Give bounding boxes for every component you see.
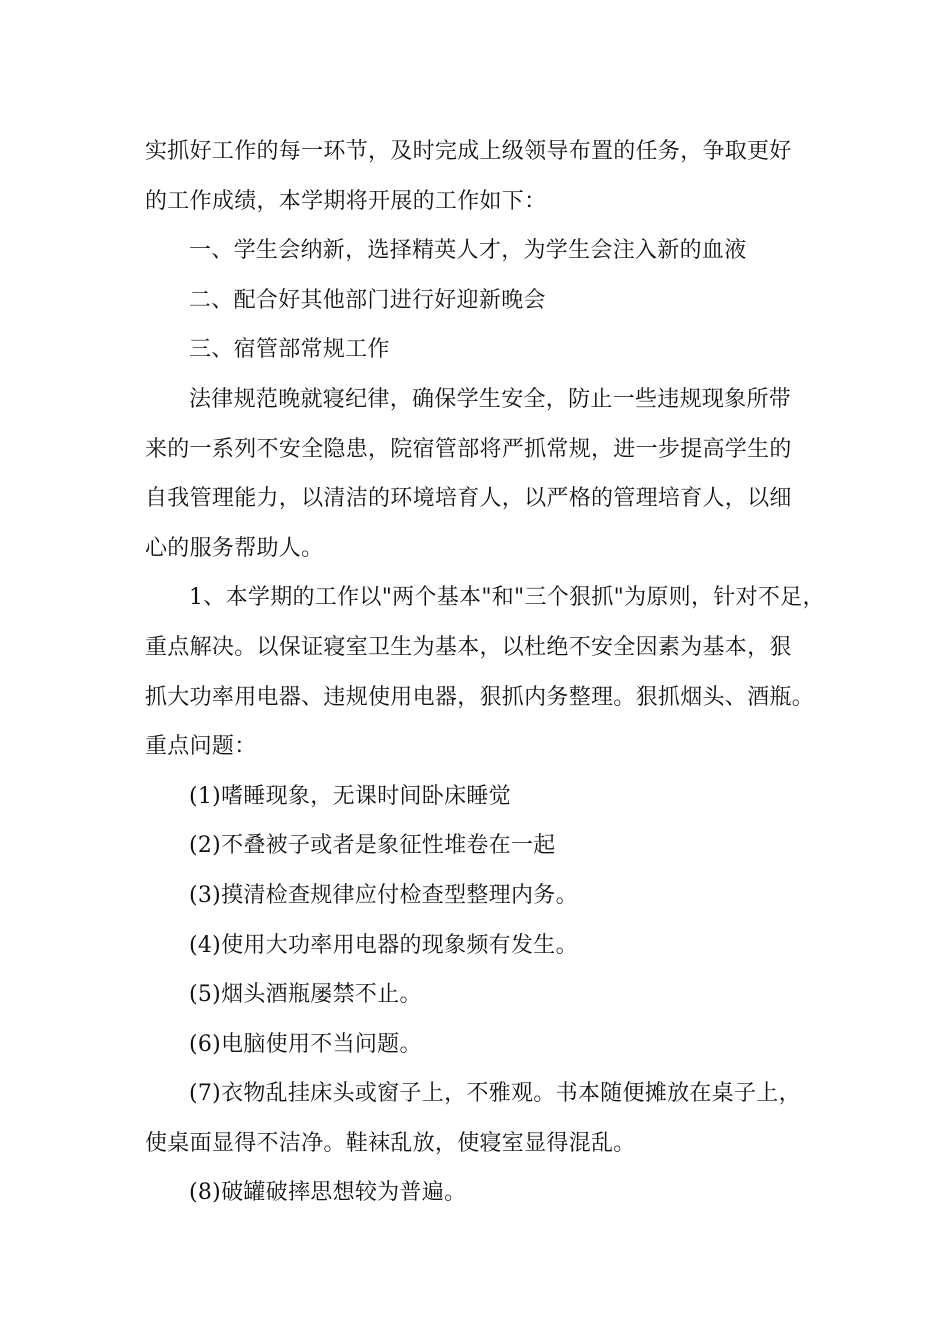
list-item-1: 一、学生会纳新，选择精英人才，为学生会注入新的血液 xyxy=(189,238,747,264)
problem-item-3: (3)摸清检查规律应付检查型整理内务。 xyxy=(189,882,578,908)
paragraph-line: 自我管理能力，以清洁的环境培育人，以严格的管理培育人，以细 xyxy=(145,486,792,512)
paragraph-line: 心的服务帮助人。 xyxy=(145,535,324,561)
text-line-1: 实抓好工作的每一环节，及时完成上级领导布置的任务，争取更好 xyxy=(145,139,792,164)
text-line-2: 的工作成绩，本学期将开展的工作如下： xyxy=(145,188,547,214)
list-item-3: 三、宿管部常规工作 xyxy=(189,337,390,363)
paragraph-line: 重点问题： xyxy=(145,734,257,760)
problem-item-1: (1)嗜睡现象，无课时间卧床睡觉 xyxy=(189,783,511,809)
problem-item-5: (5)烟头酒瓶屡禁不止。 xyxy=(189,982,422,1008)
document-body xyxy=(145,127,825,1218)
problem-item-6: (6)电脑使用不当问题。 xyxy=(189,1031,422,1057)
paragraph-line: 重点解决。以保证寝室卫生为基本，以杜绝不安全因素为基本，狠 xyxy=(145,634,792,660)
problem-item-7: (7)衣物乱挂床头或窗子上，不雅观。书本随便摊放在桌子上， xyxy=(189,1081,801,1107)
problem-item-7-continued: 使桌面显得不洁净。鞋袜乱放，使寝室显得混乱。 xyxy=(145,1130,636,1156)
problem-item-2: (2)不叠被子或者是象征性堆卷在一起 xyxy=(189,833,556,859)
problem-item-4: (4)使用大功率用电器的现象频有发生。 xyxy=(189,932,578,958)
paragraph-line: 抓大功率用电器、违规使用电器，狠抓内务整理。狠抓烟头、酒瓶。 xyxy=(145,684,815,710)
paragraph-line: 1、本学期的工作以"两个基本"和"三个狠抓"为原则，针对不足， xyxy=(189,585,825,611)
paragraph-line: 法律规范晚就寝纪律，确保学生安全，防止一些违规现象所带 xyxy=(189,386,792,412)
list-item-2: 二、配合好其他部门进行好迎新晚会 xyxy=(189,287,546,313)
problem-item-8: (8)破罐破摔思想较为普遍。 xyxy=(189,1180,467,1206)
paragraph-line: 来的一系列不安全隐患，院宿管部将严抓常规，进一步提高学生的 xyxy=(145,436,792,462)
